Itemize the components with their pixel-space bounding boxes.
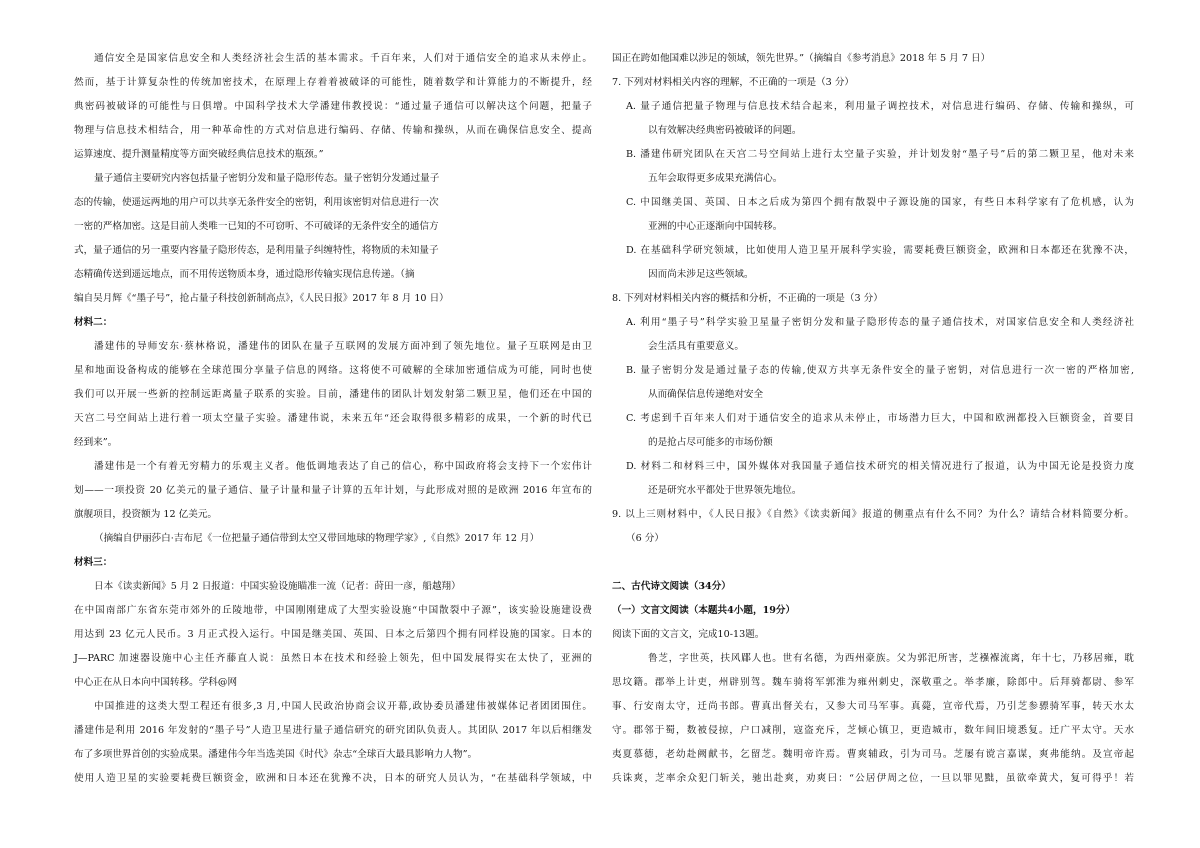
left-column-line: 天宫二号空间站上进行着一项太空量子实验。潘建伟说，未来五年“还会取得很多精彩的成果，一个新的时代已 xyxy=(74,413,592,424)
left-column-line: 典密码被破译的可能性与日俱增。中国科学技术大学潘建伟教授说：“通过量子通信可以解决这个问题，把量子 xyxy=(74,101,592,112)
left-column-line: 通信安全是国家信息安全和人类经济社会生活的基本需求。千百年来，人们对于通信安全的追求从未停止。 xyxy=(94,53,592,64)
left-column-line: 材料二： xyxy=(74,317,113,328)
right-column-line: 国正在跨如他国难以涉足的领域，领先世界。”（摘编自《参考消息》2018 年 5 月 7 日） xyxy=(612,53,991,64)
left-column-line: 式，量子通信的另一重要内容量子隐形传态，是利用量子纠缠特性，将物质的未知量子 xyxy=(74,245,439,256)
left-column-line: 旗舰项目，投资额为 12 亿美元。 xyxy=(74,509,218,520)
right-column-line: 阅读下面的文言文，完成10-13题。 xyxy=(612,629,765,640)
left-column-line: 中心正在从日本向中国转移。学科@网 xyxy=(74,677,238,688)
right-column-line: 8. 下列对材料相关内容的概括和分析，不正确的一项是（3 分） xyxy=(612,293,883,304)
right-column-line: 会生活具有重要意义。 xyxy=(648,341,744,352)
right-column-line: D. 材料二和材料三中，国外媒体对我国量子通信技术研究的相关情况进行了报道，认为中国无论是投资力度 xyxy=(626,461,1134,472)
left-column-line: 经到来”。 xyxy=(74,437,118,448)
right-column-line: （一）文言文阅读（本题共4小题，19分） xyxy=(612,605,796,616)
left-column-line: 使用人造卫星的实验要耗费巨额资金，欧洲和日本还在犹豫不决，日本的研究人员认为，“在基础科学领域，中 xyxy=(74,773,592,784)
right-column-line: D. 在基础科学研究领域，比如使用人造卫星开展科学实验，需要耗费巨额资金，欧洲和日本都还在犹豫不决， xyxy=(626,245,1134,256)
right-column-line: A. 量子通信把量子物理与信息技术结合起来，利用量子调控技术，对信息进行编码、存储、传输和操纵，可 xyxy=(626,101,1134,112)
right-column-line: 五年会取得更多成果充满信心。 xyxy=(648,173,783,184)
right-column-line: （6 分） xyxy=(626,533,664,544)
left-column-line: 潘建伟是利用 2016 年发射的“墨子号”人造卫星进行量子通信研究的研究团队负责人。其团队 2017 年以后相继发 xyxy=(74,725,592,736)
left-column-line: J—PARC 加速器设施中心主任齐藤直人说：虽然日本在技术和经验上领先，但中国发展得实在太快了，亚洲的 xyxy=(74,653,592,664)
right-column-line: B. 潘建伟研究团队在天宫二号空间站上进行太空量子实验，并计划发射“墨子号”后的第二颗卫星，他对未来 xyxy=(626,149,1134,160)
left-column-line: 态精确传送到遥远地点，而不用传送物质本身，通过隐形传输实现信息传递。（摘 xyxy=(74,269,415,280)
right-column-line: 守。郡邻于蜀，数被侵掠，户口减削，寇盗充斥，芝倾心镇卫，更造城市，数年间旧境悉复。迁广平太守。天水 xyxy=(612,725,1134,736)
left-column-line: 量子通信主要研究内容包括量子密钥分发和量子隐形传态。量子密钥分发通过量子 xyxy=(94,173,440,184)
right-column-line: 兵诛爽，芝率余众犯门斩关，驰出赴爽，劝爽曰：“公居伊周之位，一旦以罪见黜，虽欲牵黄犬，复可得乎！若 xyxy=(612,773,1134,784)
left-column-line: 一密的严格加密。这是目前人类唯一已知的不可窃听、不可破译的无条件安全的通信方 xyxy=(74,221,439,232)
right-column-line: 还是研究水平都处于世界领先地位。 xyxy=(648,485,802,496)
left-column-line: 用达到 23 亿元人民币。3 月正式投入运行。中国是继美国、英国、日本之后第四个拥有同样设施的国家。日本的 xyxy=(74,629,592,640)
right-column-line: 从而确保信息传递绝对安全 xyxy=(648,389,764,400)
left-column-line: 态的传输，使遥远两地的用户可以共享无条件安全的密钥，利用该密钥对信息进行一次 xyxy=(74,197,439,208)
right-column-line: A. 利用“墨子号”科学实验卫星量子密钥分发和量子隐形传态的量子通信技术，对国家信息安全和人类经济社 xyxy=(626,317,1134,328)
left-column-line: 中国推进的这类大型工程还有很多,3 月,中国人民政治协商会议开幕,政协委员潘建伟被媒体记者团团围住。 xyxy=(94,701,592,712)
left-column-line: 布了多项世界首创的实验成果。潘建伟今年当选美国《时代》杂志“全球百大最具影响力人物”。 xyxy=(74,749,478,760)
right-column-line: 思坟籍。郡举上计吏，州辟别驾。魏车骑将军郭淮为雍州刺史，深敬重之。举孝廉，除郎中。后拜骑都尉、参军 xyxy=(612,677,1134,688)
left-column-line: （摘编自伊丽莎白·吉布尼《一位把量子通信带到太空又带回地球的物理学家》,《自然》2017 年 12 月） xyxy=(94,533,540,544)
right-column-line: B. 量子密钥分发是通过量子态的传输,使双方共享无条件安全的量子密钥，对信息进行一次一密的严格加密, xyxy=(626,365,1134,376)
right-column-line: 7. 下列对材料相关内容的理解，不正确的一项是（3 分） xyxy=(612,77,855,88)
left-column-line: 星和地面设备构成的能够在全球范围分享量子信息的网络。这将使不可破解的全球加密通信成为可能，同时也使 xyxy=(74,365,592,376)
right-column-line: 因而尚未涉足这些领域。 xyxy=(648,269,754,280)
left-column-line: 划——一项投资 20 亿美元的量子通信、量子计量和量子计算的五年计划，与此形成对照的是欧洲 2016 年宣布的 xyxy=(74,485,592,496)
right-column-line: 的是抢占尽可能多的市场份额 xyxy=(648,437,773,448)
left-column-line: 在中国南部广东省东莞市郊外的丘陵地带，中国刚刚建成了大型实验设施“中国散裂中子源”，该实验设施建设费 xyxy=(74,605,592,616)
right-column-line: 鲁芝，字世英，扶风郿人也。世有名德，为西州豪族。父为郭汜所害，芝襁褓流离，年十七，乃移居雍，耽 xyxy=(648,653,1134,664)
right-column-line: C. 中国继美国、英国、日本之后成为第四个拥有散裂中子源设施的国家，有些日本科学家有了危机感，认为 xyxy=(626,197,1134,208)
left-column-line: 潘建伟的导师安东·蔡林格说，潘建伟的团队在量子互联网的发展方面冲到了领先地位。量子互联网是由卫 xyxy=(94,341,592,352)
right-column-line: 9. 以上三则材料中，《人民日报》《自然》《读卖新闻》报道的侧重点有什么不同？为什么？请结合材料简要分析。 xyxy=(612,509,1134,520)
left-column-line: 物理与信息技术相结合，用一种革命性的方式对信息进行编码、存储、传输和操纵，从而在确保信息安全、提高 xyxy=(74,125,592,136)
right-column-line: 亚洲的中心正逐渐向中国转移。 xyxy=(648,221,783,232)
right-column-line: 夷夏慕德，老幼赴阙献书，乞留芝。魏明帝许焉。曹爽辅政，引为司马。芝屡有谠言嘉谋，爽弗能纳。及宣帝起 xyxy=(612,749,1134,760)
left-column-line: 编自吴月辉《“墨子号”，抢占量子科技创新制高点》，《人民日报》2017 年 8 月 10 日） xyxy=(74,293,449,304)
left-column-line: 运算速度、提升测量精度等方面突破经典信息技术的瓶颈。” xyxy=(74,149,324,160)
right-column-line: C. 考虑到千百年来人们对于通信安全的追求从未停止，市场潜力巨大，中国和欧洲都投入巨额资金，首要目 xyxy=(626,413,1134,424)
left-column-line: 我们可以开展一些新的控制远距离量子联系的实验。目前，潘建伟的团队计划发射第二颗卫星，他们还在中国的 xyxy=(74,389,592,400)
left-column-line: 日本《读卖新闻》5 月 2 日报道：中国实验设施瞄准一流（记者：莳田一彦，船越翔） xyxy=(94,581,461,592)
right-column-line: 以有效解决经典密码被破译的问题。 xyxy=(648,125,802,136)
right-column-line: 二、古代诗文阅读（34分） xyxy=(612,581,731,592)
left-column-line: 潘建伟是一个有着无穷精力的乐观主义者。他低调地表达了自己的信心，称中国政府将会支持下一个宏伟计 xyxy=(94,461,592,472)
left-column-line: 材料三： xyxy=(74,557,113,568)
left-column-line: 然而，基于计算复杂性的传统加密技术，在原理上存着着被破译的可能性，随着数学和计算能力的不断提升，经 xyxy=(74,77,592,88)
right-column-line: 事、行安南太守，迁尚书郎。曹真出督关右，又参大司马军事。真薨，宣帝代焉，乃引芝参骠骑军事，转天水太 xyxy=(612,701,1134,712)
